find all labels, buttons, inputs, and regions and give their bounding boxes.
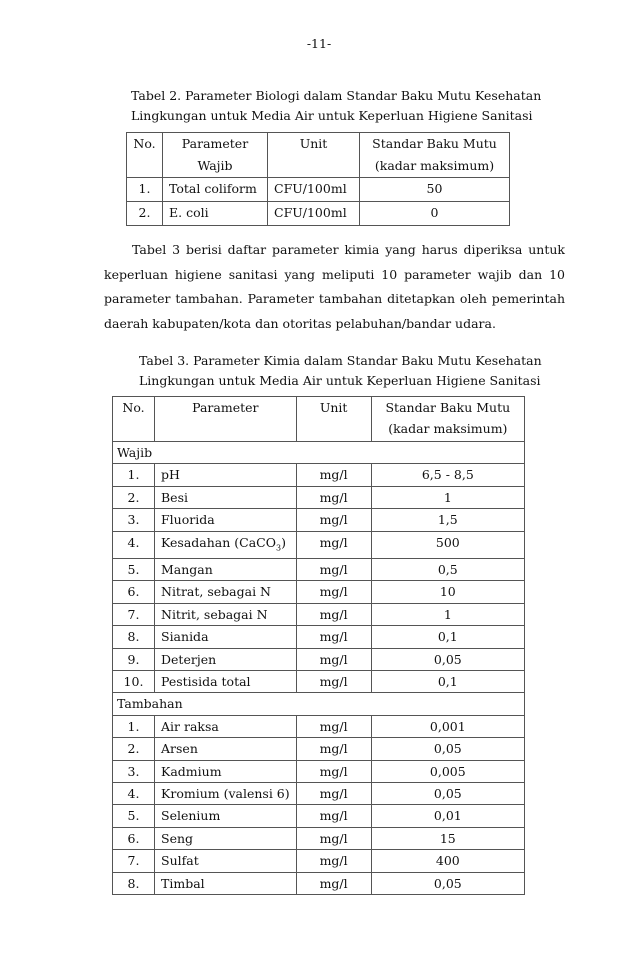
group-row-wajib: [113, 442, 525, 464]
row-param: Seng: [155, 827, 297, 849]
table3-header-no: No.: [113, 397, 155, 442]
row-no: 5.: [113, 805, 155, 827]
row-param: Besi: [155, 486, 297, 508]
table2-header-std-l2: (kadar maksimum): [374, 158, 495, 173]
row-no: 9.: [113, 648, 155, 670]
group-label-tambahan: Tambahan: [113, 693, 525, 715]
table-row: [113, 531, 525, 559]
table2-header-std: [360, 133, 510, 178]
table2-header-unit: Unit: [268, 133, 360, 178]
row-unit: mg/l: [296, 603, 371, 625]
row-unit: CFU/100ml: [268, 178, 360, 202]
row-value: 0,05: [371, 872, 524, 894]
row-param: Sulfat: [155, 850, 297, 872]
row-no: 2.: [127, 202, 163, 226]
table2: [126, 132, 510, 226]
row-unit: mg/l: [296, 782, 371, 804]
row-value: 0,05: [371, 738, 524, 760]
row-param: Total coliform: [163, 178, 268, 202]
table2-header-param: [163, 133, 268, 178]
row-value: 1: [371, 486, 524, 508]
row-param: Selenium: [155, 805, 297, 827]
row-param-subscript: 3: [275, 543, 282, 553]
row-param: Deterjen: [155, 648, 297, 670]
table3: [112, 396, 525, 895]
table-row: [113, 827, 525, 849]
row-no: 4.: [113, 531, 155, 559]
row-unit: mg/l: [296, 648, 371, 670]
table-row: [127, 202, 510, 226]
table2-caption: [131, 86, 541, 126]
row-unit: mg/l: [296, 509, 371, 531]
row-param: E. coli: [163, 202, 268, 226]
row-param: Kromium (valensi 6): [155, 782, 297, 804]
row-value: 0,005: [371, 760, 524, 782]
table3-header-row: [113, 397, 525, 442]
table2-header-no: No.: [127, 133, 163, 178]
table3-header-std-l1: Standar Baku Mutu: [385, 400, 511, 415]
table-row: [113, 782, 525, 804]
row-value: 0,01: [371, 805, 524, 827]
table-row: [113, 671, 525, 693]
row-no: 8.: [113, 872, 155, 894]
row-param: Pestisida total: [155, 671, 297, 693]
table2-caption-line2: Lingkungan untuk Media Air untuk Keperluan Higiene Sanitasi: [131, 108, 533, 123]
row-unit: mg/l: [296, 850, 371, 872]
table-row: [127, 178, 510, 202]
table-row: [113, 603, 525, 625]
row-unit: mg/l: [296, 827, 371, 849]
row-value: 50: [360, 178, 510, 202]
row-unit: mg/l: [296, 671, 371, 693]
row-param: Fluorida: [155, 509, 297, 531]
row-no: 10.: [113, 671, 155, 693]
row-unit: CFU/100ml: [268, 202, 360, 226]
table3-header-std-l2: (kadar maksimum): [388, 421, 508, 436]
row-value: 400: [371, 850, 524, 872]
row-param: Kadmium: [155, 760, 297, 782]
group-row-tambahan: [113, 693, 525, 715]
table2-header-std-l1: Standar Baku Mutu: [372, 136, 497, 151]
table-row: [113, 850, 525, 872]
row-no: 2.: [113, 486, 155, 508]
table-row: [113, 715, 525, 737]
table3-header-unit: Unit: [296, 397, 371, 442]
tambahan-rows: [113, 715, 525, 894]
table-row: [113, 872, 525, 894]
row-unit: mg/l: [296, 738, 371, 760]
row-no: 8.: [113, 626, 155, 648]
row-param: Timbal: [155, 872, 297, 894]
row-unit: mg/l: [296, 464, 371, 486]
row-unit: mg/l: [296, 559, 371, 581]
row-unit: mg/l: [296, 872, 371, 894]
row-no: 4.: [113, 782, 155, 804]
row-value: 0,05: [371, 782, 524, 804]
row-no: 3.: [113, 760, 155, 782]
row-unit: mg/l: [296, 581, 371, 603]
row-value: 0,05: [371, 648, 524, 670]
row-param-end: ): [281, 534, 286, 550]
table-row: [113, 559, 525, 581]
table-row: [113, 464, 525, 486]
row-value: 0,5: [371, 559, 524, 581]
paragraph-line1: Tabel 3 berisi daftar parameter kimia yang harus diperiksa untuk: [132, 242, 565, 257]
table-row: [113, 509, 525, 531]
row-value: 500: [371, 531, 524, 559]
wajib-rows: [113, 464, 525, 693]
table3-header-std: [371, 397, 524, 442]
row-param: Sianida: [155, 626, 297, 648]
row-no: 1.: [127, 178, 163, 202]
row-value: 0,1: [371, 671, 524, 693]
row-param: Air raksa: [155, 715, 297, 737]
row-unit: mg/l: [296, 715, 371, 737]
row-param: Arsen: [155, 738, 297, 760]
row-unit: mg/l: [296, 760, 371, 782]
row-unit: mg/l: [296, 626, 371, 648]
row-unit: mg/l: [296, 486, 371, 508]
row-value: 0,1: [371, 626, 524, 648]
row-no: 3.: [113, 509, 155, 531]
table3-caption-line1: Tabel 3. Parameter Kimia dalam Standar Baku Mutu Kesehatan: [139, 353, 542, 368]
row-value: 0: [360, 202, 510, 226]
row-value: 1,5: [371, 509, 524, 531]
paragraph-line3: parameter tambahan. Parameter tambahan ditetapkan oleh pemerintah: [104, 291, 565, 306]
table2-caption-line1: Tabel 2. Parameter Biologi dalam Standar Baku Mutu Kesehatan: [131, 88, 542, 103]
table-row: [113, 738, 525, 760]
row-value: 0,001: [371, 715, 524, 737]
row-value: 6,5 - 8,5: [371, 464, 524, 486]
table-row: [113, 760, 525, 782]
row-no: 1.: [113, 715, 155, 737]
paragraph-line2: keperluan higiene sanitasi yang meliputi 10 parameter wajib dan 10: [104, 266, 565, 282]
row-no: 1.: [113, 464, 155, 486]
row-value: 15: [371, 827, 524, 849]
row-param: [155, 531, 297, 559]
table2-header-row: [127, 133, 510, 178]
page-number: -11-: [306, 36, 332, 51]
row-no: 6.: [113, 827, 155, 849]
table3-caption: [139, 351, 542, 391]
row-unit: mg/l: [296, 805, 371, 827]
row-param-text: Kesadahan (CaCO: [161, 534, 276, 550]
group-label-wajib: Wajib: [113, 442, 525, 464]
table3-header-param: Parameter: [155, 397, 297, 442]
table2-header-param-l1: Parameter: [181, 136, 249, 151]
row-param: Mangan: [155, 559, 297, 581]
table-row: [113, 486, 525, 508]
row-param: Nitrat, sebagai N: [155, 581, 297, 603]
row-no: 6.: [113, 581, 155, 603]
table-row: [113, 648, 525, 670]
table-row: [113, 626, 525, 648]
row-no: 7.: [113, 850, 155, 872]
row-no: 5.: [113, 559, 155, 581]
row-unit: mg/l: [296, 531, 371, 559]
table-row: [113, 805, 525, 827]
row-no: 2.: [113, 738, 155, 760]
table2-header-param-l2: Wajib: [197, 158, 233, 173]
table3-caption-line2: Lingkungan untuk Media Air untuk Keperluan Higiene Sanitasi: [139, 373, 541, 388]
row-param: Nitrit, sebagai N: [155, 603, 297, 625]
paragraph-line4: daerah kabupaten/kota dan otoritas pelabuhan/bandar udara.: [104, 315, 496, 331]
row-value: 10: [371, 581, 524, 603]
row-param: pH: [155, 464, 297, 486]
body-paragraph: [104, 238, 565, 336]
row-no: 7.: [113, 603, 155, 625]
row-value: 1: [371, 603, 524, 625]
table-row: [113, 581, 525, 603]
